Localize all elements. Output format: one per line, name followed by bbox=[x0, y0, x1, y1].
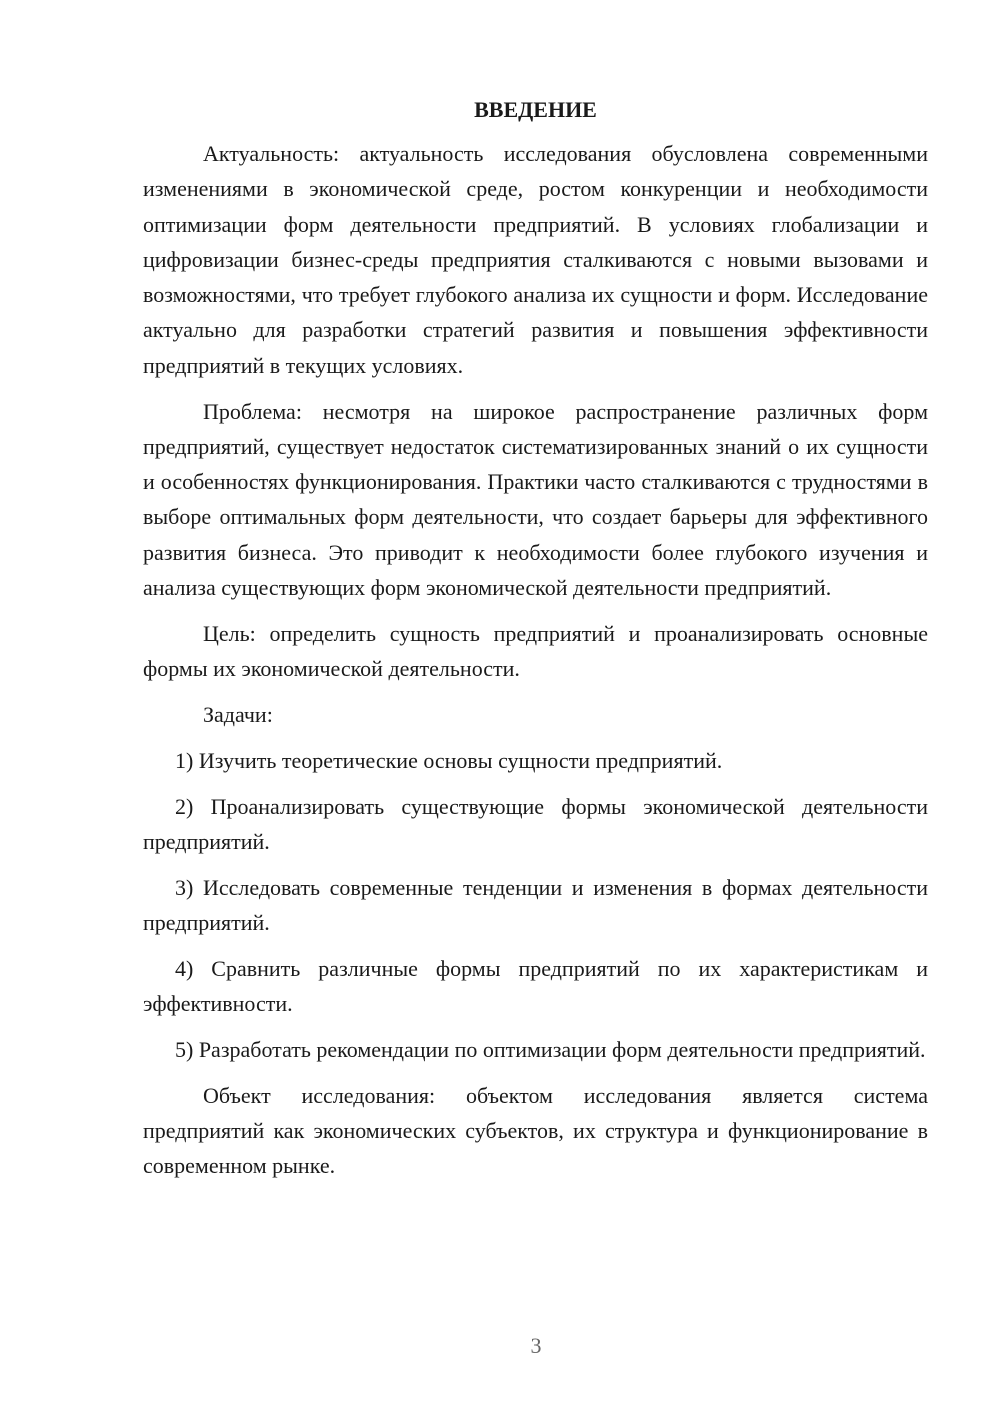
task-item: 5) Разработать рекомендации по оптимизации форм деятельности предприятий. bbox=[175, 1036, 926, 1062]
task-item: 3) Исследовать современные тенденции и изменения в формах деятельности предприятий. bbox=[143, 874, 928, 935]
object-paragraph: Объект исследования: объектом исследования является система предприятий как экономических субъектов, их структура и функционирование в современном рынке. bbox=[143, 1082, 928, 1179]
problem-paragraph: Проблема: несмотря на широкое распространение различных форм предприятий, существует недостаток систематизированных знаний о их сущности и особенностях функционирования. Практики часто сталкиваются с трудностями в выборе оптимальных форм деятельности, что создает барьеры для эффективного развития бизнеса. Это приводит к необходимости более глубокого изучения и анализа существующих форм экономической деятельности предприятий. bbox=[143, 398, 928, 601]
goal-paragraph: Цель: определить сущность предприятий и проанализировать основные формы их экономической деятельности. bbox=[143, 620, 928, 682]
page-number: 3 bbox=[530, 1333, 542, 1358]
section-heading: ВВЕДЕНИЕ bbox=[474, 97, 597, 122]
relevance-paragraph: Актуальность: актуальность исследования обусловлена современными изменениями в экономической среде, ростом конкуренции и необходимости оптимизации форм деятельности предприятий. В условиях глобализации и цифровизации бизнес-среды предприятия сталкиваются с новыми вызовами и возможностями, что требует глубокого анализа их сущности и форм. Исследование актуально для разработки стратегий развития и повышения эффективности предприятий в текущих условиях. bbox=[143, 141, 928, 378]
tasks-label: Задачи: bbox=[203, 701, 273, 727]
task-item: 2) Проанализировать существующие формы экономической деятельности предприятий. bbox=[143, 793, 928, 854]
task-item: 4) Сравнить различные формы предприятий по их характеристикам и эффективности. bbox=[143, 955, 928, 1017]
task-item: 1) Изучить теоретические основы сущности предприятий. bbox=[175, 747, 723, 773]
document-page bbox=[143, 94, 928, 1194]
